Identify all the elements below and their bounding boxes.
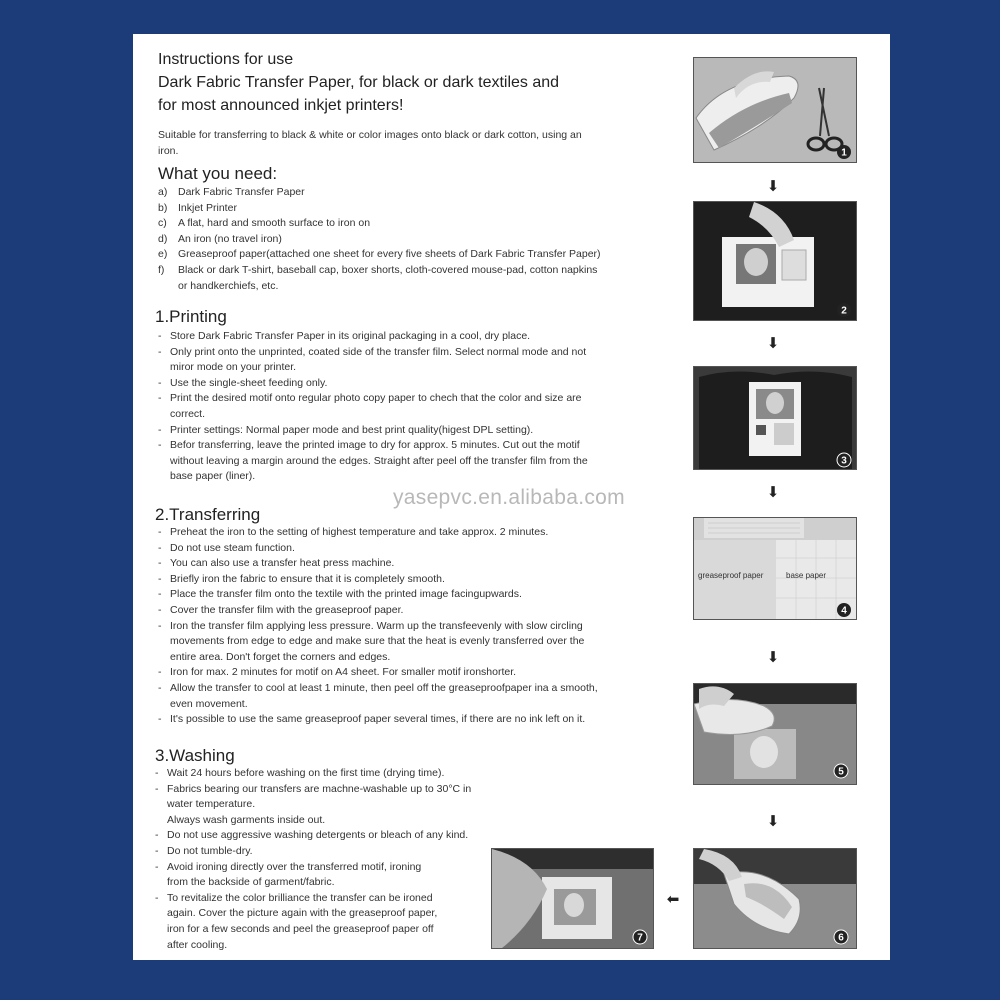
list-marker: -: [158, 603, 162, 616]
transferring-list: [158, 525, 678, 728]
down-arrow-icon: ⬇: [766, 649, 780, 666]
intro-text: Suitable for transferring to black & white or color images onto black or dark cotton, using an iron.: [158, 129, 582, 157]
instruction-sheet: [133, 34, 890, 960]
step-4-photo: [693, 517, 857, 620]
list-item-text: Printer settings: Normal paper mode and best print quality(higest DPL setting).: [170, 423, 534, 436]
list-item-text: Preheat the iron to the setting of highest temperature and take approx. 2 minutes.: [170, 526, 549, 538]
list-item-text: Allow the transfer to cool at least 1 minute, then peel off the greaseproofpaper ina a smooth,: [170, 681, 598, 694]
list-marker: -: [158, 713, 162, 726]
peeling-paper-illustration: [492, 849, 653, 948]
washing-step: [155, 782, 495, 829]
list-item-text: Only print onto the unprinted, coated side of the transfer film. Select normal mode and not: [170, 345, 587, 358]
watermark: yasepvc.en.alibaba.com: [393, 486, 625, 509]
need-item: [158, 201, 678, 217]
list-item-text: after cooling.: [167, 938, 228, 951]
printing-step: [158, 376, 678, 392]
list-marker: b): [158, 201, 168, 214]
list-item-text: Greaseproof paper(attached one sheet for every five sheets of Dark Fabric Transfer Paper): [178, 248, 601, 261]
list-marker: -: [158, 541, 162, 554]
transferring-step: [158, 603, 678, 619]
list-item-text: Fabrics bearing our transfers are machne-washable up to 30°C in water temperature.: [167, 782, 472, 811]
list-marker: -: [158, 619, 162, 632]
step-6-number: 6: [838, 932, 844, 944]
transferring-step: [158, 525, 678, 541]
transferring-step: [158, 587, 678, 603]
list-item-text: To revitalize the color brilliance the transfer can be ironed: [167, 891, 433, 904]
washing-heading: 3.Washing: [155, 746, 235, 765]
printing-step: [158, 345, 678, 376]
list-marker: -: [155, 860, 159, 873]
list-item-text: Do not use aggressive washing detergents or bleach of any kind.: [167, 829, 469, 842]
list-marker: -: [158, 588, 162, 601]
tshirt-transfer-illustration: [694, 367, 856, 469]
down-arrow-icon: ⬇: [766, 335, 780, 352]
need-item: [158, 232, 678, 248]
transferring-step: [158, 572, 678, 588]
papers-illustration: [694, 518, 856, 619]
list-marker: d): [158, 232, 168, 245]
what-you-need-heading: What you need:: [158, 164, 278, 183]
list-item-text: Iron the transfer film applying less pressure. Warm up the transfeevenly with slow circling: [170, 619, 583, 632]
list-marker: e): [158, 248, 168, 261]
transferring-step: [158, 681, 678, 712]
list-marker: -: [158, 557, 162, 570]
list-item-text: base paper (liner).: [170, 470, 256, 483]
list-item-text: Cover the transfer film with the greaseproof paper.: [170, 603, 404, 616]
step-2-photo: [693, 201, 857, 321]
step-7-number: 7: [637, 932, 643, 944]
printed-transfer-illustration: [694, 202, 856, 320]
list-item-text: entire area. Don't forget the corners and edges.: [170, 650, 391, 663]
need-item: [158, 263, 678, 294]
list-marker: -: [155, 782, 159, 795]
list-marker: f): [158, 263, 165, 276]
list-marker: -: [155, 829, 159, 842]
step-3-number: 3: [841, 455, 847, 467]
printing-step: [158, 329, 678, 345]
list-marker: -: [158, 681, 162, 694]
step-3-photo: [693, 366, 857, 470]
printing-step: [158, 391, 678, 422]
list-item-text: or handkerchiefs, etc.: [178, 279, 279, 292]
list-item-text: again. Cover the picture again with the greaseproof paper,: [167, 907, 438, 920]
list-marker: -: [158, 572, 162, 585]
list-marker: -: [158, 423, 162, 436]
step-2-number: 2: [841, 305, 847, 317]
list-marker: -: [158, 392, 162, 405]
list-marker: -: [155, 891, 159, 904]
list-item-text: Dark Fabric Transfer Paper: [178, 186, 305, 198]
list-item-text: iron for a few seconds and peel the greaseproof paper off: [167, 922, 434, 935]
list-item-text: Avoid ironing directly over the transferred motif, ironing: [167, 860, 422, 873]
document-title: Instructions for use Dark Fabric Transfer Paper, for black or dark textiles and for most announced inkjet printers!: [158, 51, 560, 114]
list-marker: c): [158, 217, 167, 230]
list-item-text: even movement.: [170, 697, 248, 710]
list-item-text: Print the desired motif onto regular photo copy paper to chech that the color and size are: [170, 392, 582, 405]
list-item-text: Always wash garments inside out.: [167, 813, 326, 826]
step-4-number: 4: [841, 605, 847, 617]
list-item-text: Iron for max. 2 minutes for motif on A4 sheet. For smaller motif ironshorter.: [170, 666, 517, 679]
iron-on-fabric-illustration: [694, 849, 856, 948]
iron-and-scissors-illustration: [694, 58, 856, 162]
washing-step: [155, 860, 495, 891]
printing-heading: 1.Printing: [155, 307, 227, 326]
need-item: [158, 216, 678, 232]
list-marker: -: [158, 376, 162, 389]
list-marker: -: [155, 844, 159, 857]
list-item-text: from the backside of garment/fabric.: [167, 876, 335, 889]
transferring-step: [158, 556, 678, 572]
list-item-text: without leaving a margin around the edges. Straight after peel off the transfer film from the: [170, 454, 588, 467]
list-item-text: movements from edge to edge and make sure that the heat is evenly transferred over the: [170, 635, 585, 648]
list-marker: -: [158, 526, 162, 538]
list-item-text: Wait 24 hours before washing on the first time (drying time).: [167, 767, 445, 779]
down-arrow-icon: ⬇: [766, 813, 780, 830]
base-paper-label: base paper: [786, 571, 827, 580]
list-item-text: Briefly iron the fabric to ensure that it is completely smooth.: [170, 572, 445, 585]
list-marker: -: [155, 767, 159, 779]
down-arrow-icon: ⬇: [766, 484, 780, 501]
transferring-step: [158, 619, 678, 666]
list-marker: -: [158, 345, 162, 358]
step-7-photo: [491, 848, 654, 949]
step-5-number: 5: [838, 766, 844, 778]
washing-step: [155, 766, 495, 782]
list-item-text: You can also use a transfer heat press machine.: [170, 557, 395, 570]
list-marker: -: [158, 666, 162, 679]
need-item: [158, 185, 678, 201]
washing-list: [155, 766, 495, 953]
step-5-photo: [693, 683, 857, 785]
printing-step: [158, 423, 678, 439]
list-item-text: correct.: [170, 407, 206, 420]
printing-step: [158, 438, 678, 485]
list-item-text: Inkjet Printer: [178, 201, 237, 214]
ironing-illustration: [694, 684, 856, 784]
list-marker: a): [158, 186, 168, 198]
list-marker: -: [158, 439, 162, 452]
list-item-text: Do not use steam function.: [170, 541, 295, 554]
list-item-text: Use the single-sheet feeding only.: [170, 376, 328, 389]
washing-step: [155, 844, 495, 860]
list-item-text: Store Dark Fabric Transfer Paper in its original packaging in a cool, dry place.: [170, 330, 531, 342]
list-item-text: It's possible to use the same greaseproof paper several times, if there are no ink left on it.: [170, 713, 586, 726]
greaseproof-paper-label: greaseproof paper: [698, 571, 764, 580]
list-item-text: miror mode on your printer.: [170, 361, 297, 374]
left-arrow-icon: ⬅: [666, 891, 680, 908]
list-item-text: Black or dark T-shirt, baseball cap, boxer shorts, cloth-covered mouse-pad, cotton napkins: [178, 263, 598, 276]
need-item: [158, 247, 678, 263]
printing-list: [158, 329, 678, 485]
step-1-number: 1: [841, 147, 847, 159]
list-item-text: A flat, hard and smooth surface to iron on: [178, 217, 371, 230]
transferring-step: [158, 541, 678, 557]
washing-step: [155, 828, 495, 844]
transferring-step: [158, 712, 678, 728]
step-1-photo: [693, 57, 857, 163]
transferring-heading: 2.Transferring: [155, 505, 261, 524]
list-item-text: An iron (no travel iron): [178, 232, 282, 245]
down-arrow-icon: ⬇: [766, 178, 780, 195]
transferring-step: [158, 665, 678, 681]
step-6-photo: [693, 848, 857, 949]
list-item-text: Place the transfer film onto the textile with the printed image facingupwards.: [170, 588, 522, 601]
list-marker: -: [158, 330, 162, 342]
list-item-text: Do not tumble-dry.: [167, 844, 253, 857]
list-item-text: Befor transferring, leave the printed image to dry for approx. 5 minutes. Cut out the motif: [170, 439, 580, 452]
what-you-need-list: [158, 185, 678, 294]
washing-step: [155, 891, 495, 953]
